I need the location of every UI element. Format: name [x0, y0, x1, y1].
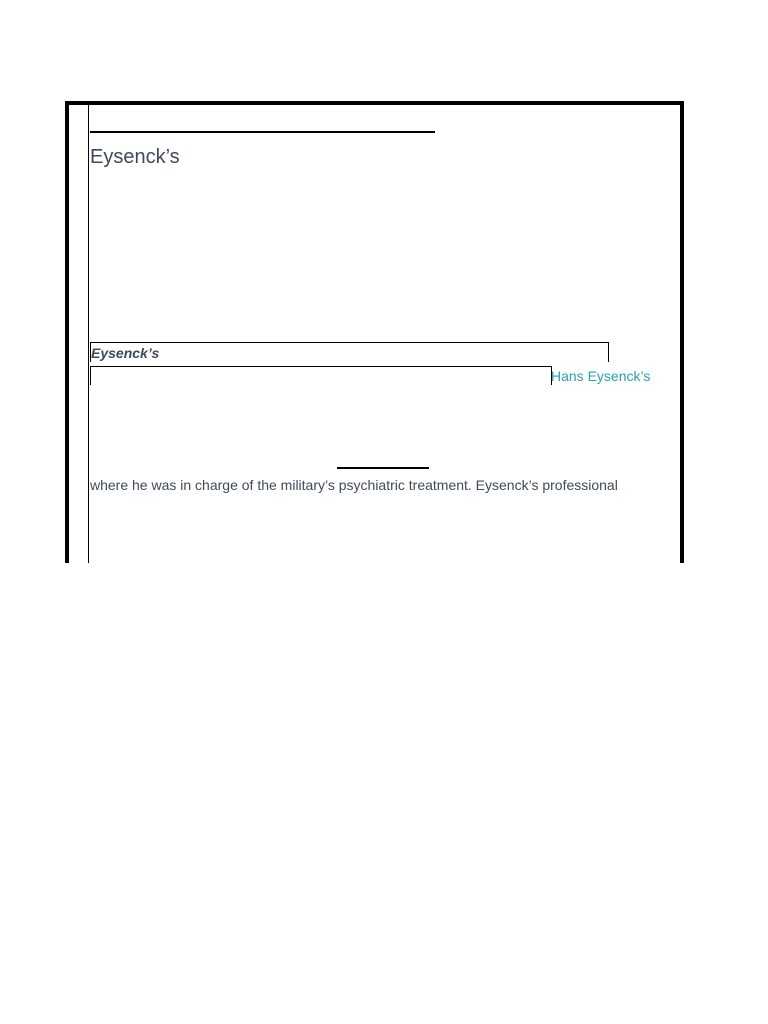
heading-box [90, 342, 609, 362]
short-rule [337, 467, 429, 469]
title-rule [90, 131, 435, 133]
section-heading: Eysenck’s [91, 345, 160, 361]
margin-line [88, 105, 89, 563]
hans-eysenck-link[interactable]: Hans Eysenck’s [551, 368, 651, 384]
document-title: Eysenck’s [90, 146, 180, 168]
paragraph-box [90, 366, 552, 385]
body-text-line: where he was in charge of the military’s psychiatric treatment. Eysenck’s professional [90, 477, 618, 493]
page-frame-left-border [65, 101, 69, 563]
page-frame-top-border [65, 101, 684, 105]
page-frame-right-border [680, 101, 684, 563]
